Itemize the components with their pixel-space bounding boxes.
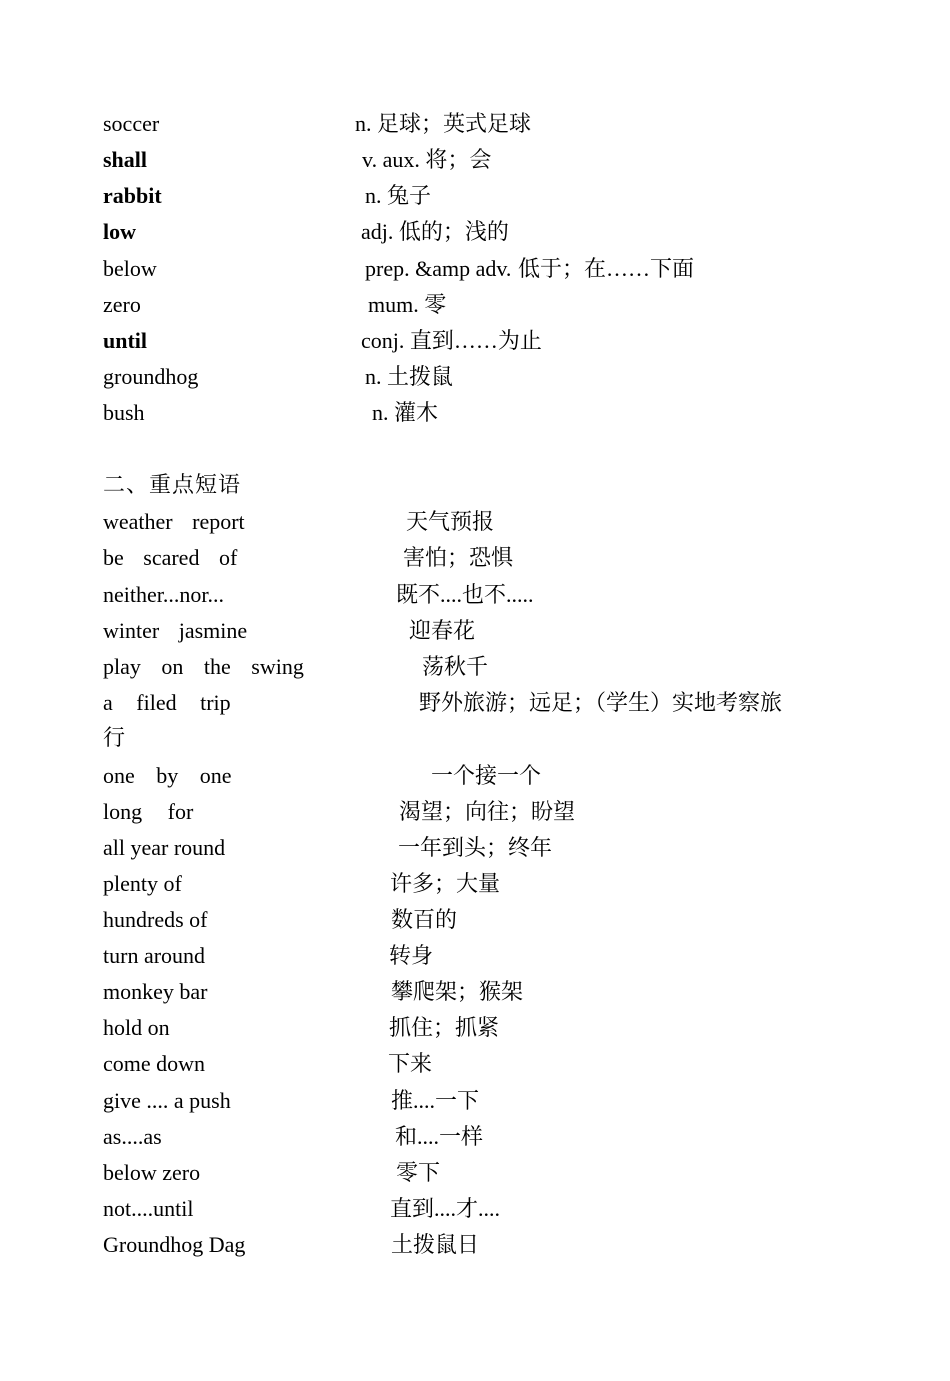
vocab-definition-overlap: 低于；在……下面 <box>518 256 695 281</box>
vocab-row <box>103 113 883 145</box>
phrase-chinese: 下来 <box>388 1051 433 1076</box>
phrase-chinese: 推....一下 <box>391 1088 480 1113</box>
vocab-row <box>103 366 883 398</box>
vocab-definition: mum. 零 <box>368 292 447 317</box>
phrase-chinese: 渴望；向往；盼望 <box>399 799 576 824</box>
phrase-english: winter jasmine <box>103 618 248 643</box>
phrase-chinese: 和....一样 <box>395 1124 484 1149</box>
phrase-english: weather report <box>103 509 245 534</box>
vocab-definition: n. 土拨鼠 <box>365 364 454 389</box>
vocab-definition: n. 灌木 <box>372 400 439 425</box>
phrase-chinese: 抓住；抓紧 <box>389 1015 500 1040</box>
phrase-row <box>103 1017 883 1049</box>
phrase-english: all year round <box>103 835 226 860</box>
vocab-word: groundhog <box>103 364 199 389</box>
phrase-english: turn around <box>103 943 206 968</box>
phrase-english: below zero <box>103 1160 201 1185</box>
vocab-definition: conj. 直到……为止 <box>361 328 542 353</box>
phrase-chinese: 攀爬架；猴架 <box>391 979 524 1004</box>
vocab-word: bush <box>103 400 145 425</box>
phrase-row <box>103 765 883 797</box>
phrase-row <box>103 692 883 724</box>
vocab-row <box>103 294 883 326</box>
vocab-word: zero <box>103 292 141 317</box>
phrase-row <box>103 511 883 543</box>
phrase-row <box>103 837 883 869</box>
phrase-chinese: 零下 <box>396 1160 441 1185</box>
phrase-english: neither...nor... <box>103 582 224 607</box>
vocab-definition: v. aux. 将；会 <box>362 147 492 172</box>
phrase-chinese: 害怕；恐惧 <box>403 545 514 570</box>
vocab-definition: n. 足球；英式足球 <box>355 111 532 136</box>
phrase-chinese: 转身 <box>389 943 434 968</box>
vocab-word: below <box>103 256 157 281</box>
phrase-chinese: 既不....也不..... <box>396 582 534 607</box>
phrase-row <box>103 1234 883 1266</box>
phrase-english: monkey bar <box>103 979 208 1004</box>
phrase-row <box>103 584 883 616</box>
phrase-english: be scared of <box>103 545 238 570</box>
phrase-english: hundreds of <box>103 907 208 932</box>
phrase-chinese: 天气预报 <box>406 509 495 534</box>
phrase-english: Groundhog Dag <box>103 1232 246 1257</box>
vocab-word: soccer <box>103 111 160 136</box>
vocab-row <box>103 221 883 253</box>
phrase-row <box>103 656 883 688</box>
phrase-chinese: 直到....才.... <box>390 1196 501 1221</box>
phrase-row <box>103 981 883 1013</box>
phrase-row <box>103 547 883 579</box>
phrase-row <box>103 620 883 652</box>
phrase-english: not....until <box>103 1196 194 1221</box>
phrase-chinese: 一年到头；终年 <box>398 835 553 860</box>
vocab-definition: prep. &amp adv. <box>365 256 512 281</box>
phrase-english: play on the swing <box>103 654 304 679</box>
phrase-row <box>103 801 883 833</box>
phrase-chinese-continued: 行 <box>103 725 126 750</box>
phrase-english: a filed trip <box>103 690 231 715</box>
vocab-word: until <box>103 328 148 353</box>
phrase-chinese: 数百的 <box>391 907 458 932</box>
phrase-row <box>103 873 883 905</box>
phrase-row <box>103 1053 883 1085</box>
phrase-english: plenty of <box>103 871 182 896</box>
phrase-chinese: 土拨鼠日 <box>391 1232 480 1257</box>
phrase-chinese: 一个接一个 <box>431 763 542 788</box>
vocab-definition: n. 兔子 <box>365 183 432 208</box>
vocab-row <box>103 330 883 362</box>
phrase-english: give .... a push <box>103 1088 231 1113</box>
vocab-row <box>103 149 883 181</box>
phrase-english: hold on <box>103 1015 170 1040</box>
vocab-row <box>103 185 883 217</box>
phrase-chinese: 迎春花 <box>409 618 476 643</box>
phrase-row <box>103 1126 883 1158</box>
vocab-definition: adj. 低的；浅的 <box>361 219 509 244</box>
vocab-word: low <box>103 219 136 244</box>
phrase-chinese: 许多；大量 <box>390 871 501 896</box>
vocab-word: rabbit <box>103 183 162 208</box>
phrase-english: long for <box>103 799 194 824</box>
phrase-english: one by one <box>103 763 232 788</box>
phrase-chinese: 野外旅游；远足；（学生）实地考察旅 <box>419 690 783 715</box>
phrase-english: come down <box>103 1051 206 1076</box>
phrase-row <box>103 1162 883 1194</box>
vocab-row <box>103 402 883 434</box>
phrase-row <box>103 909 883 941</box>
phrase-row <box>103 945 883 977</box>
vocab-word: shall <box>103 147 148 172</box>
phrase-row <box>103 1198 883 1230</box>
phrase-english: as....as <box>103 1124 162 1149</box>
phrase-row <box>103 1090 883 1122</box>
section-heading: 二、重点短语 <box>103 472 242 497</box>
vocab-row <box>103 258 883 290</box>
phrase-chinese: 荡秋千 <box>422 654 489 679</box>
